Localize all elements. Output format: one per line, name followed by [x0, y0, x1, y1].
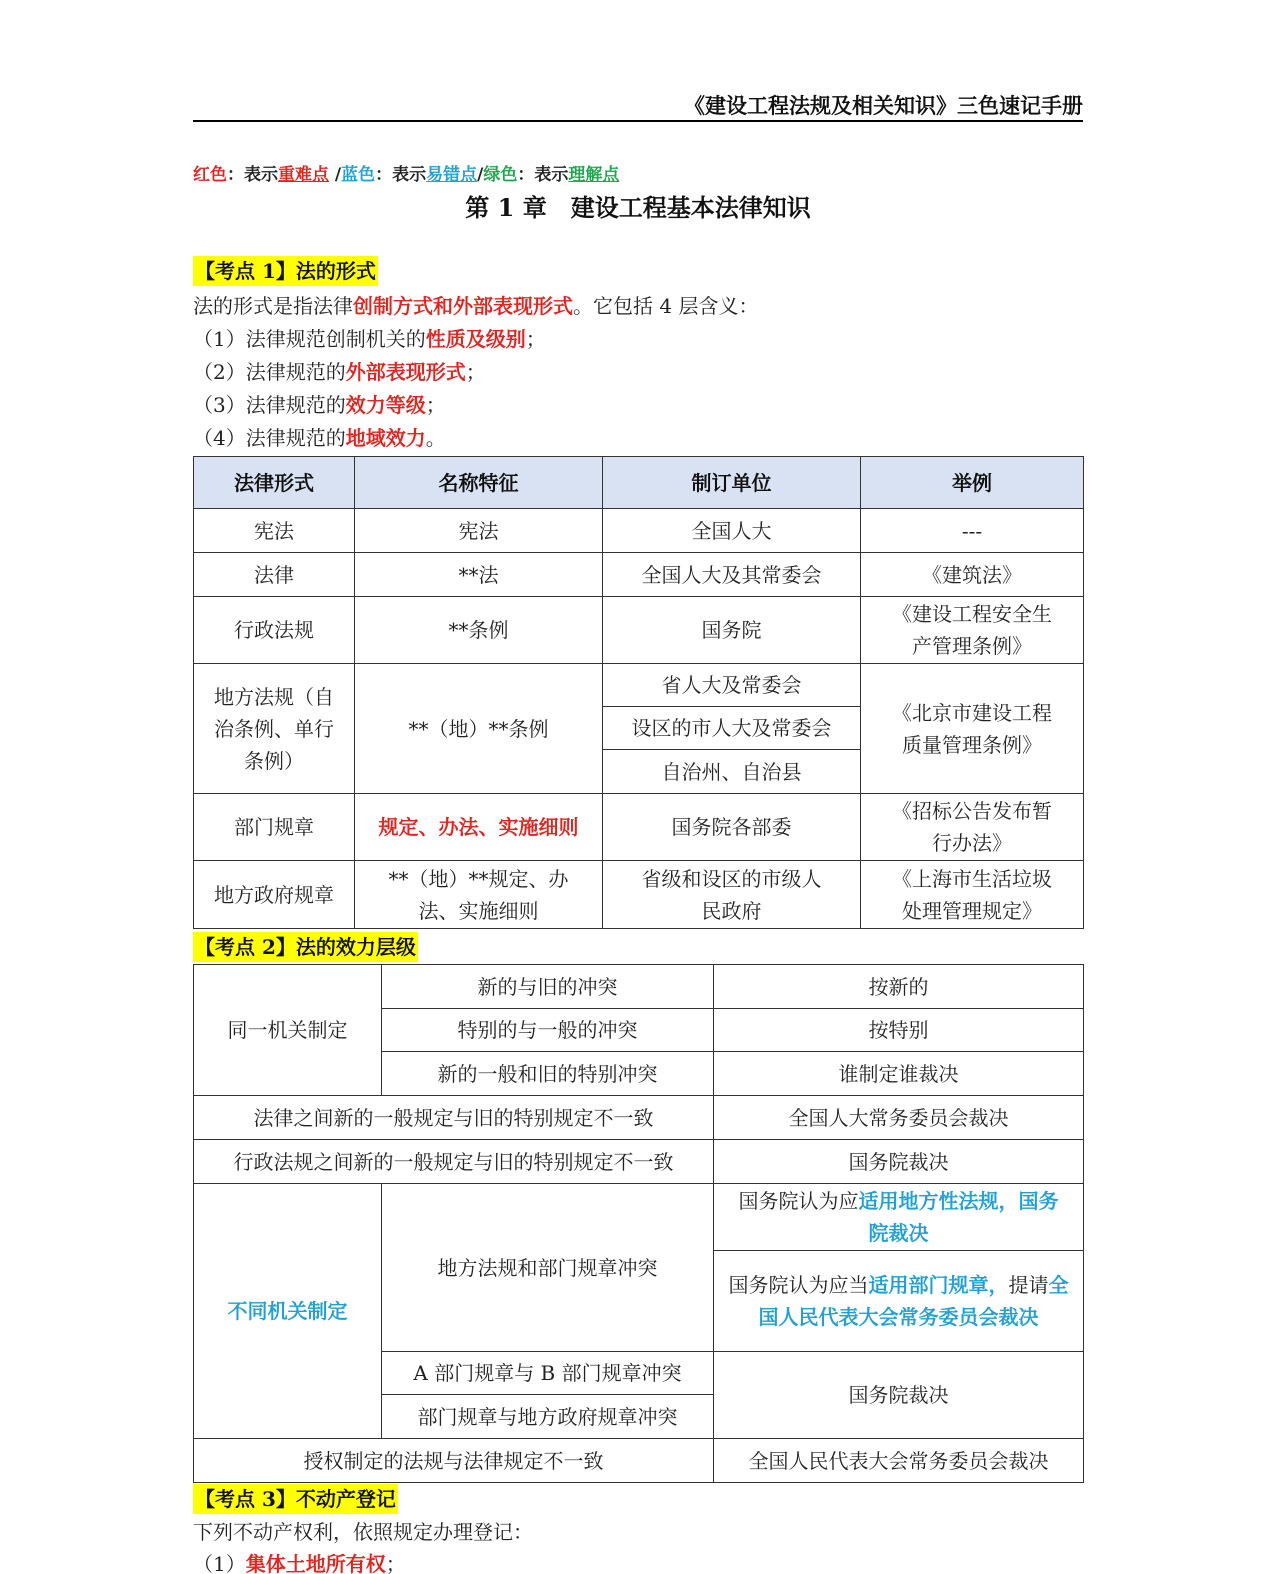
legend-green-term: 理解点	[568, 165, 620, 185]
table-row	[194, 861, 1084, 929]
cell-text: 提请	[1008, 1273, 1049, 1297]
legend-sep: /	[329, 165, 342, 185]
kp1-intro	[193, 290, 758, 322]
kp1-item-em: 地域效力	[345, 426, 426, 450]
table-cell: 全国人大	[603, 509, 861, 553]
table-cell: 国务院各部委	[603, 794, 861, 861]
kp1-item-suffix: ；	[425, 393, 446, 417]
kp1-item	[193, 422, 446, 454]
kp3-intro: 下列不动产权利，依照规定办理登记：	[193, 1520, 533, 1544]
table-cell: 宪法	[355, 509, 603, 553]
table-cell: 地方政府规章	[194, 861, 355, 929]
cell-text: 国务院认为应	[738, 1189, 859, 1213]
table-cell: 特别的与一般的冲突	[382, 1009, 714, 1052]
table-cell: 行政法规	[194, 597, 355, 664]
table-cell: 全国人大及其常委会	[603, 553, 861, 597]
kp1-item-suffix: ；	[525, 327, 546, 351]
legend-sep: /	[477, 165, 484, 185]
table-cell: 法律	[194, 553, 355, 597]
legend-green-label: 绿色	[483, 165, 518, 185]
kp1-title: 【考点 1】法的形式	[193, 256, 378, 286]
table-cell: 部门规章与地方政府规章冲突	[382, 1395, 714, 1439]
legend-green-text: ：表示	[517, 165, 569, 185]
col-header: 法律形式	[194, 457, 355, 509]
kp1-item-em: 性质及级别	[425, 327, 526, 351]
kp1-intro-b: 创制方式和外部表现形式	[353, 294, 573, 318]
table-row	[194, 664, 1084, 707]
cell-text-blue: 适用部门规章，	[868, 1273, 1009, 1297]
chapter-title: 第 1 章 建设工程基本法律知识	[465, 193, 811, 222]
table-cell: ---	[861, 509, 1084, 553]
table-cell: 法律之间新的一般规定与旧的特别规定不一致	[194, 1096, 714, 1140]
kp1-item-prefix: （3）法律规范的	[193, 393, 346, 417]
table-cell: **（地）**规定、办法、实施细则	[355, 861, 603, 929]
table-cell: **条例	[355, 597, 603, 664]
legend-red-text: ：表示	[227, 165, 278, 185]
kp1-item-prefix: （4）法律规范的	[193, 426, 346, 450]
table-cell: 地方法规（自治条例、单行条例）	[194, 664, 355, 794]
kp2-title: 【考点 2】法的效力层级	[193, 932, 418, 962]
table-cell: 国务院裁决	[714, 1140, 1084, 1184]
law-forms-table	[193, 456, 1084, 929]
table-row	[194, 1096, 1084, 1140]
col-header: 举例	[861, 457, 1084, 509]
table-cell: 谁制定谁裁决	[714, 1052, 1084, 1096]
table-cell: 新的一般和旧的特别冲突	[382, 1052, 714, 1096]
table-cell: 《建筑法》	[861, 553, 1084, 597]
table-row	[194, 1184, 1084, 1251]
kp1-item	[193, 323, 546, 355]
col-header: 制订单位	[603, 457, 861, 509]
kp1-item	[193, 356, 486, 388]
effect-hierarchy-table	[193, 964, 1084, 1483]
col-header: 名称特征	[355, 457, 603, 509]
table-cell: 部门规章	[194, 794, 355, 861]
table-cell: 国务院裁决	[714, 1352, 1084, 1439]
kp3-item-prefix: （1）	[193, 1552, 246, 1574]
table-cell: 设区的市人大及常委会	[603, 707, 861, 750]
page-header	[193, 88, 1083, 122]
table-cell: 全国人大常务委员会裁决	[714, 1096, 1084, 1140]
table-cell: 行政法规之间新的一般规定与旧的特别规定不一致	[194, 1140, 714, 1184]
table-cell: 新的与旧的冲突	[382, 965, 714, 1009]
legend-red-label: 红色	[193, 165, 227, 185]
table-row	[194, 794, 1084, 861]
table-cell: 全国人民代表大会常务委员会裁决	[714, 1439, 1084, 1483]
table-header-row	[194, 457, 1084, 509]
table-cell: 《北京市建设工程质量管理条例》	[861, 664, 1084, 794]
kp3-item-suffix: ；	[385, 1552, 406, 1574]
table-cell: 国务院	[603, 597, 861, 664]
cell-text-blue: 适用地方性法规，国务院裁决	[858, 1189, 1059, 1245]
table-row	[194, 597, 1084, 664]
table-cell: 不同机关制定	[194, 1184, 382, 1439]
kp3-item	[193, 1548, 406, 1574]
kp1-item-suffix: ；	[465, 360, 486, 384]
table-row	[194, 553, 1084, 597]
legend-red-term: 重难点	[278, 165, 329, 185]
table-cell: A 部门规章与 B 部门规章冲突	[382, 1352, 714, 1395]
color-legend	[193, 160, 619, 185]
kp1-intro-c: 。它包括 4 层含义：	[573, 294, 759, 318]
table-row	[194, 1439, 1084, 1483]
kp1-item-suffix: 。	[425, 426, 446, 450]
kp1-item-prefix: （1）法律规范创制机关的	[193, 327, 426, 351]
table-cell	[714, 1184, 1084, 1251]
kp1-item-prefix: （2）法律规范的	[193, 360, 346, 384]
kp1-item	[193, 389, 446, 421]
table-row	[194, 965, 1084, 1009]
legend-blue-label: 蓝色	[341, 165, 376, 185]
legend-blue-text: ：表示	[375, 165, 427, 185]
table-cell: 按新的	[714, 965, 1084, 1009]
cell-text-blue: 全国人民代表大会常务委员会裁决	[758, 1273, 1069, 1329]
table-cell: **（地）**条例	[355, 664, 603, 794]
table-row	[194, 1140, 1084, 1184]
table-cell: 宪法	[194, 509, 355, 553]
kp3-title: 【考点 3】不动产登记	[193, 1484, 398, 1514]
kp1-intro-a: 法的形式是指法律	[193, 294, 353, 318]
table-cell: 按特别	[714, 1009, 1084, 1052]
cell-text: 国务院认为应当	[728, 1273, 869, 1297]
table-cell: 授权制定的法规与法律规定不一致	[194, 1439, 714, 1483]
legend-blue-term: 易错点	[426, 165, 478, 185]
kp1-item-em: 效力等级	[345, 393, 426, 417]
table-cell	[714, 1251, 1084, 1352]
table-cell: 自治州、自治县	[603, 750, 861, 794]
table-cell: 同一机关制定	[194, 965, 382, 1096]
kp1-item-em: 外部表现形式	[345, 360, 466, 384]
table-cell: 《建设工程安全生产管理条例》	[861, 597, 1084, 664]
table-row	[194, 509, 1084, 553]
table-cell: 《招标公告发布暂行办法》	[861, 794, 1084, 861]
table-cell: 《上海市生活垃圾处理管理规定》	[861, 861, 1084, 929]
header-title: 《建设工程法规及相关知识》三色速记手册	[684, 93, 1083, 118]
table-cell: 地方法规和部门规章冲突	[382, 1184, 714, 1352]
table-cell: 省人大及常委会	[603, 664, 861, 707]
kp3-item-em: 集体土地所有权	[245, 1552, 386, 1574]
table-cell: 省级和设区的市级人民政府	[603, 861, 861, 929]
table-cell: 规定、办法、实施细则	[355, 794, 603, 861]
table-cell: **法	[355, 553, 603, 597]
